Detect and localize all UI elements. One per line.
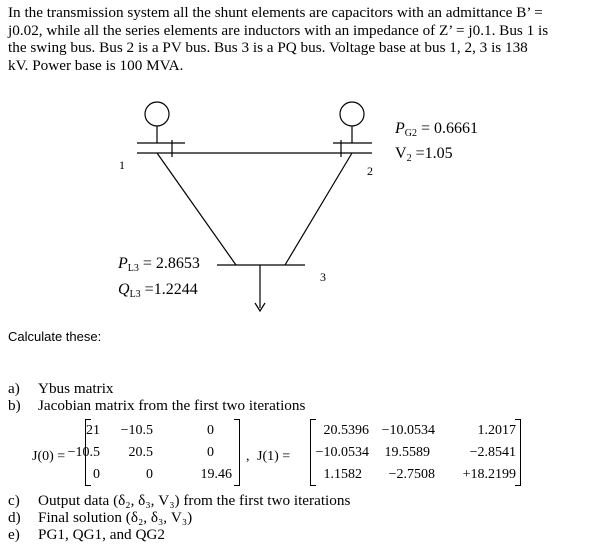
bus3-p-sub: L3 (127, 263, 139, 274)
problem-line: In the transmission system all the shunt elements are capacitors with an admittance B’ = (8, 4, 543, 21)
line-1-3 (157, 153, 236, 265)
question-list-top (8, 380, 305, 414)
j0-cell: 0 (207, 423, 214, 438)
bus-1-label: 1 (119, 158, 125, 172)
j1-cell: 20.5396 (323, 423, 369, 438)
question-label: d) (8, 509, 21, 526)
question-item (8, 380, 305, 397)
j1-cell: −10.0534 (315, 445, 369, 460)
j0-cell: 0 (207, 445, 214, 460)
j1-cell: −10.0534 (381, 423, 435, 438)
question-item (8, 509, 350, 526)
question-item (8, 492, 350, 509)
j0-cell: 0 (93, 467, 100, 482)
bus2-v-var: V (395, 145, 407, 162)
j1-cell: −2.7508 (388, 467, 435, 482)
question-item (8, 397, 305, 414)
jacobian-0-right-bracket (234, 419, 240, 486)
question-text: Output data (δ₂, δ₃, V₃) from the first two iterations (38, 492, 351, 509)
problem-line: kV. Power base is 100 MVA. (8, 56, 184, 74)
j0-cell: 20.5 (128, 445, 153, 460)
bus-3-label: 3 (320, 270, 326, 284)
j0-cell: −10.5 (67, 445, 100, 460)
question-label: a) (8, 380, 20, 397)
question-label: c) (8, 492, 20, 509)
bus3-p-label (118, 255, 200, 273)
question-text: Final solution (δ₂, δ₃, V₃) (38, 509, 193, 526)
question-label: b) (8, 397, 21, 414)
bus-2-label: 2 (367, 164, 373, 178)
question-text: Ybus matrix (38, 380, 114, 397)
question-text: Jacobian matrix from the first two iterations (38, 397, 306, 414)
j0-cell: 0 (146, 467, 153, 482)
bus3-q-sub: L3 (129, 289, 141, 300)
generator-1-icon (145, 102, 169, 126)
bus2-v-label (395, 145, 453, 163)
j0-cell: 21 (86, 423, 100, 438)
bus3-p-value: = 2.8653 (142, 255, 200, 272)
bus3-q-label (118, 281, 198, 299)
generator-2-icon (340, 102, 364, 126)
problem-line: j0.02, while all the series elements are inductors with an impedance of Z’ = j0.1. Bus 1 is (8, 21, 549, 39)
jacobian-1-name: J(1) = (257, 449, 291, 464)
j0-cell: 19.46 (200, 467, 232, 482)
j1-cell: −2.8541 (469, 445, 516, 460)
jacobian-0-name: J(0) = (32, 449, 66, 464)
bus2-p-value: = 0.6661 (421, 120, 479, 137)
bus3-q-var: Q (118, 281, 130, 298)
j1-cell: 1.1582 (323, 467, 362, 482)
j1-cell: 1.2017 (477, 423, 516, 438)
j1-cell: +18.2199 (462, 467, 516, 482)
j0-cell: −10.5 (120, 423, 153, 438)
bus2-v-sub: 2 (406, 153, 412, 164)
question-item (8, 526, 350, 543)
bus2-p-var: P (395, 120, 405, 137)
problem-line: the swing bus. Bus 2 is a PV bus. Bus 3 is a PQ bus. Voltage base at bus 1, 2, 3 is 138 (8, 39, 528, 56)
bus2-p-label (395, 120, 478, 138)
j1-cell: 19.5589 (384, 445, 430, 460)
bus2-v-value: =1.05 (415, 145, 453, 162)
bus3-p-var: P (118, 255, 128, 272)
question-text: PG1, QG1, and QG2 (38, 526, 165, 543)
calculate-prompt: Calculate these: (8, 329, 102, 344)
bus2-p-sub: G2 (404, 128, 418, 139)
jacobian-1-right-bracket (515, 419, 521, 486)
question-label: e) (8, 526, 20, 543)
line-2-3 (285, 153, 352, 265)
bus3-q-value: =1.2244 (144, 281, 198, 298)
question-list-bottom (8, 492, 350, 543)
jacobian-separator: , (246, 449, 250, 464)
